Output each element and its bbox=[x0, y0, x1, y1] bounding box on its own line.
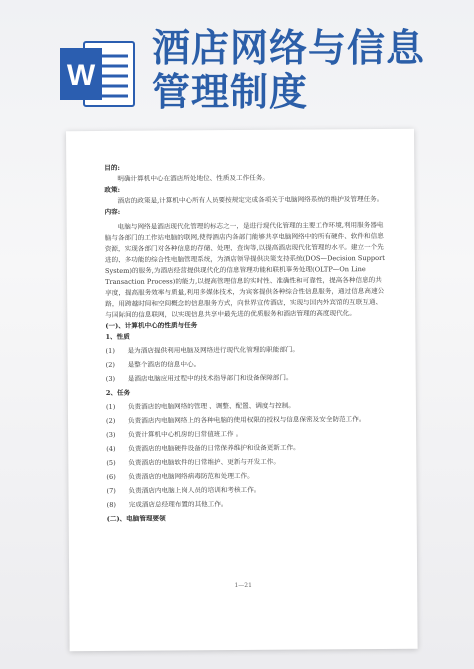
word-icon-letter: W bbox=[66, 59, 96, 92]
list-number: (5) bbox=[106, 458, 116, 467]
list-text: 负责酒店内电脑上岗人员的培训和考核工作。 bbox=[128, 485, 261, 495]
section1-heading: (一)、计算机中心的性质与任务 bbox=[105, 321, 198, 330]
list-number: (2) bbox=[105, 360, 116, 369]
section2-heading: (二)、电脑管理要领 bbox=[106, 514, 166, 523]
nature-heading: 1、性质 bbox=[105, 332, 130, 341]
list-text: 是酒店电脑应用过程中的技术指导部门和设备保障部门。 bbox=[127, 373, 293, 383]
word-document-icon bbox=[58, 38, 136, 110]
list-text: 负责酒店内电脑网络上的各种电脑的使用权限的授权与信息保密及安全防范工作。 bbox=[127, 415, 366, 425]
document-page bbox=[66, 129, 418, 651]
page-number: 1—21 bbox=[234, 581, 252, 590]
task-item bbox=[106, 470, 388, 483]
tasks-heading: 2、任务 bbox=[105, 388, 131, 397]
nature-item bbox=[106, 372, 388, 385]
list-number: (7) bbox=[106, 486, 116, 495]
list-number: (6) bbox=[106, 472, 116, 481]
task-item bbox=[106, 400, 388, 413]
list-text: 负责计算机中心机房的日常值班工作 。 bbox=[128, 429, 243, 439]
list-number: (4) bbox=[106, 444, 116, 453]
nature-item bbox=[106, 344, 388, 357]
purpose-text: 明确计算机中心在酒店所处地位、性质及工作任务。 bbox=[117, 173, 270, 183]
policy-text: 酒店的政策是,计算机中心所有人员要按规定完成各项关于电脑网络系统的维护及管理任务。 bbox=[117, 195, 384, 205]
document-body bbox=[104, 161, 389, 525]
list-number: (3) bbox=[106, 430, 116, 439]
list-text: 负责酒店的电脑软件的日常维护、更新与开发工作。 bbox=[128, 457, 281, 467]
policy-heading: 政策: bbox=[104, 185, 121, 194]
purpose-heading: 目的: bbox=[104, 163, 120, 172]
list-number: (2) bbox=[105, 416, 116, 425]
list-text: 是整个酒店的信息中心。 bbox=[127, 360, 201, 369]
task-item bbox=[106, 484, 388, 497]
page-title: 酒店网络与信息管理制度 bbox=[152, 26, 426, 114]
header-banner bbox=[0, 0, 474, 150]
list-text: 是为酒店提供利用电脑及网络进行现代化管理的职能部门。 bbox=[127, 345, 299, 355]
task-item bbox=[106, 428, 388, 441]
task-item bbox=[107, 498, 389, 511]
content-paragraph: 电脑与网络是酒店现代化管理的标志之一，是进行现代化管理的主要工作环境,利用服务器电脑与各部门的工作站电脑的联网,使得酒店内各部门能够共享电脑网络中的所有硬件、软件和信息资源，实现各部门对各种信息的存储、处理、查询等,以提高酒店现代化管理的水平。建立一个先进的、多功能的综合性电脑管理系统，为酒店领导提供决策支持系统(DOS—Decision Support System)的服务,为酒店经营提供现代化的信息管理功能和联机事务处理(OLTP—On Line Transaction Process)的能力,以提高管理信息的实时性、准确性和可靠性，提高各种信息的共享度，提高服务效率与质量,利用多媒体技术，为宾客提供各种综合性信息服务，通过信息高速公路，用跨越时间和空间概念的信息服务方式，向世界宣传酒店，实现与国内外宾馆的互联互通、与国际间的信息联网，以实现信息共享中最先进的优质服务和酒店管理的高度现代化。 bbox=[104, 221, 385, 319]
task-item bbox=[106, 414, 388, 427]
task-item bbox=[106, 442, 388, 455]
task-item bbox=[106, 456, 388, 469]
list-text: 负责酒店的电脑网络的管理 、调整、配置、调度与控制。 bbox=[127, 401, 295, 411]
list-text: 负责酒店的电脑硬件设备的日常保养维护和设备更新工作。 bbox=[128, 443, 300, 453]
list-number: (8) bbox=[106, 500, 116, 509]
list-number: (3) bbox=[105, 374, 116, 383]
list-number: (1) bbox=[105, 346, 115, 355]
list-number: (1) bbox=[105, 402, 116, 411]
content-heading: 内容: bbox=[104, 207, 121, 216]
list-text: 负责酒店的电脑网络病毒防范和处理工作。 bbox=[128, 471, 254, 481]
list-text: 完成酒店总经理布置的其他工作。 bbox=[128, 500, 228, 509]
nature-item bbox=[106, 358, 388, 371]
